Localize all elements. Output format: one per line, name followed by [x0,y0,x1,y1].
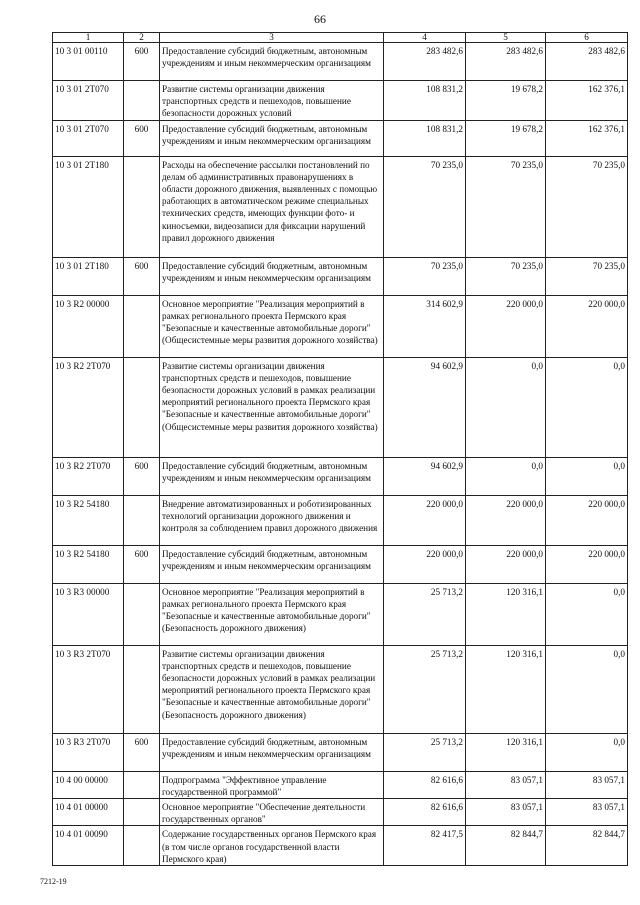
table-row [53,495,628,545]
expense-type-code [124,156,160,257]
item-name: Предоставление субсидий бюджетным, автономным учреждениям и иным некоммерческим организациям [160,43,384,81]
table-row [53,257,628,295]
expense-type-code [124,583,160,645]
amount-col-6: 70 235,0 [546,156,628,257]
expense-type-code [124,81,160,121]
amount-col-4: 314 602,9 [384,295,466,357]
amount-col-4: 94 602,9 [384,357,466,457]
amount-col-6: 283 482,6 [546,43,628,81]
amount-col-5: 83 057,1 [466,771,546,798]
amount-col-5: 83 057,1 [466,799,546,826]
amount-col-5: 220 000,0 [466,495,546,545]
amount-col-6: 82 844,7 [546,826,628,866]
amount-col-6: 0,0 [546,583,628,645]
target-article-code: 10 3 01 2Т180 [53,257,124,295]
amount-col-5: 82 844,7 [466,826,546,866]
column-header: 2 [124,33,160,43]
amount-col-4: 70 235,0 [384,156,466,257]
item-name: Содержание государственных органов Пермского края (в том числе органов государственной власти Пермского края) [160,826,384,866]
expense-type-code: 600 [124,545,160,583]
page-number: 66 [314,12,326,26]
amount-col-4: 70 235,0 [384,257,466,295]
expense-type-code [124,495,160,545]
target-article-code: 10 3 01 2Т180 [53,156,124,257]
amount-col-6: 0,0 [546,733,628,771]
table-row [53,545,628,583]
amount-col-5: 0,0 [466,457,546,495]
column-header: 5 [466,33,546,43]
amount-col-6: 220 000,0 [546,295,628,357]
amount-col-4: 82 616,6 [384,771,466,798]
expense-type-code [124,295,160,357]
amount-col-5: 220 000,0 [466,545,546,583]
table-row [53,81,628,121]
table-row [53,457,628,495]
table-row [53,357,628,457]
expense-type-code: 600 [124,43,160,81]
target-article-code: 10 4 01 00000 [53,799,124,826]
table-row [53,799,628,826]
table-row [53,120,628,156]
column-header: 3 [160,33,384,43]
column-header: 4 [384,33,466,43]
amount-col-4: 94 602,9 [384,457,466,495]
amount-col-4: 108 831,2 [384,81,466,121]
amount-col-5: 19 678,2 [466,81,546,121]
amount-col-5: 70 235,0 [466,156,546,257]
item-name: Предоставление субсидий бюджетным, автономным учреждениям и иным некоммерческим организациям [160,733,384,771]
amount-col-5: 220 000,0 [466,295,546,357]
target-article-code: 10 3 R3 2Т070 [53,733,124,771]
expense-type-code: 600 [124,120,160,156]
target-article-code: 10 3 R2 2Т070 [53,457,124,495]
expense-type-code: 600 [124,457,160,495]
amount-col-4: 82 616,6 [384,799,466,826]
item-name: Предоставление субсидий бюджетным, автономным учреждениям и иным некоммерческим организациям [160,457,384,495]
item-name: Развитие системы организации движения транспортных средств и пешеходов, повышение безопасности дорожных условий [160,81,384,121]
column-header: 1 [53,33,124,43]
amount-col-4: 283 482,6 [384,43,466,81]
expense-type-code: 600 [124,733,160,771]
amount-col-6: 220 000,0 [546,495,628,545]
target-article-code: 10 3 R2 2Т070 [53,357,124,457]
item-name: Предоставление субсидий бюджетным, автономным учреждениям и иным некоммерческим организациям [160,120,384,156]
column-header: 6 [546,33,628,43]
target-article-code: 10 3 R3 00000 [53,583,124,645]
item-name: Развитие системы организации движения транспортных средств и пешеходов, повышение безопасности дорожных условий в рамках реализации мероприятий регионального проекта Пермского края "Безопасные и качественные автомобильные дороги" (Безопасность дорожного движения) [160,645,384,733]
amount-col-6: 0,0 [546,645,628,733]
amount-col-6: 220 000,0 [546,545,628,583]
target-article-code: 10 3 R3 2Т070 [53,645,124,733]
document-code: 7212-19 [40,877,67,886]
target-article-code: 10 3 01 2Т070 [53,120,124,156]
amount-col-5: 120 316,1 [466,645,546,733]
item-name: Основное мероприятие "Реализация мероприятий в рамках регионального проекта Пермского края "Безопасные и качественные автомобильные дороги" (Общесистемные меры развития дорожного хозяйства) [160,295,384,357]
amount-col-4: 108 831,2 [384,120,466,156]
amount-col-5: 120 316,1 [466,583,546,645]
table-row [53,733,628,771]
table-row [53,156,628,257]
amount-col-4: 25 713,2 [384,645,466,733]
table-header-row [53,33,628,43]
table-row [53,43,628,81]
table-row [53,295,628,357]
amount-col-6: 162 376,1 [546,81,628,121]
budget-table [52,32,628,866]
target-article-code: 10 4 01 00090 [53,826,124,866]
target-article-code: 10 3 R2 54180 [53,495,124,545]
table-row [53,645,628,733]
amount-col-6: 0,0 [546,357,628,457]
table-row [53,826,628,866]
item-name: Развитие системы организации движения транспортных средств и пешеходов, повышение безопасности дорожных условий в рамках реализации мероприятий регионального проекта Пермского края "Безопасные и качественные автомобильные дороги" (Общесистемные меры развития дорожного хозяйства) [160,357,384,457]
item-name: Подпрограмма "Эффективное управление государственной программой" [160,771,384,798]
expense-type-code [124,771,160,798]
amount-col-6: 83 057,1 [546,799,628,826]
amount-col-5: 120 316,1 [466,733,546,771]
amount-col-6: 70 235,0 [546,257,628,295]
expense-type-code [124,357,160,457]
expense-type-code [124,645,160,733]
item-name: Расходы на обеспечение рассылки постановлений по делам об административных правонарушениях в области дорожного движения, выявленных с помощью работающих в автоматическом режиме специальных технических средств, имеющих функции фото- и киносъемки, видеозаписи для фиксации нарушений правил дорожного движения [160,156,384,257]
amount-col-5: 70 235,0 [466,257,546,295]
item-name: Внедрение автоматизированных и роботизированных технологий организации дорожного движения и контроля за соблюдением правил дорожного движения [160,495,384,545]
table-row [53,583,628,645]
amount-col-4: 25 713,2 [384,733,466,771]
amount-col-4: 220 000,0 [384,545,466,583]
item-name: Основное мероприятие "Обеспечение деятельности государственных органов" [160,799,384,826]
target-article-code: 10 4 00 00000 [53,771,124,798]
expense-type-code [124,799,160,826]
amount-col-5: 19 678,2 [466,120,546,156]
amount-col-4: 220 000,0 [384,495,466,545]
amount-col-4: 25 713,2 [384,583,466,645]
target-article-code: 10 3 01 00110 [53,43,124,81]
amount-col-5: 0,0 [466,357,546,457]
amount-col-6: 162 376,1 [546,120,628,156]
expense-type-code: 600 [124,257,160,295]
amount-col-4: 82 417,5 [384,826,466,866]
target-article-code: 10 3 01 2Т070 [53,81,124,121]
item-name: Основное мероприятие "Реализация мероприятий в рамках регионального проекта Пермского края "Безопасные и качественные автомобильные дороги" (Безопасность дорожного движения) [160,583,384,645]
item-name: Предоставление субсидий бюджетным, автономным учреждениям и иным некоммерческим организациям [160,545,384,583]
item-name: Предоставление субсидий бюджетным, автономным учреждениям и иным некоммерческим организациям [160,257,384,295]
target-article-code: 10 3 R2 54180 [53,545,124,583]
amount-col-6: 83 057,1 [546,771,628,798]
amount-col-6: 0,0 [546,457,628,495]
amount-col-5: 283 482,6 [466,43,546,81]
expense-type-code [124,826,160,866]
target-article-code: 10 3 R2 00000 [53,295,124,357]
table-row [53,771,628,798]
